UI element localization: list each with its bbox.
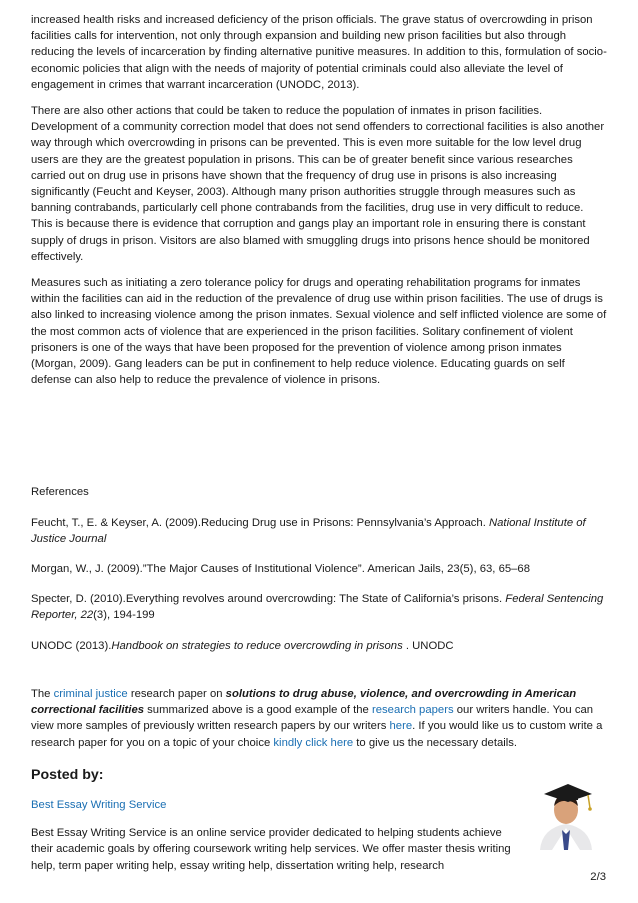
body-paragraph-1: increased health risks and increased deficiency of the prison officials. The grave status of overcrowding in prison facilities calls for intervention, not only through expansion and building new prison facilities but also through reducing the levels of incarceration by finding alternative punitive measures. In addition to this, formulation of socio- economic policies that align with the needs of majority of potential criminals could also alleviate the level of engagement in crimes that warrant incarceration (UNODC, 2013).	[31, 14, 607, 91]
reference-item: UNODC (2013).Handbook on strategies to reduce overcrowding in prisons . UNODC	[31, 639, 454, 652]
kindly-click-here-link[interactable]: kindly click here	[273, 736, 354, 749]
reference-item: Feucht, T., E. & Keyser, A. (2009).Reducing Drug use in Prisons: Pennsylvania’s Approach. National Institute of Justice Journal	[31, 516, 586, 545]
document-page	[31, 12, 607, 884]
body-paragraph-2: There are also other actions that could be taken to reduce the population of inmates in prison facilities. Development of a community correction model that does not send offenders to correctional facilities is also another way through which overcrowding in prisons can be prevented. This is even more suitable for the low level drug users are they are the greatest population in prisons. This can be of greater benefit since various researches carried out on drug use in prisons have shown that the frequency of drug use in prisons is also increasing significantly (Feucht and Keyser, 2003). Although many prison authorities struggle through measures such as banning contrabands, particularly cell phone contrabands from the facilities, drug use in very difficult to reduce. This is because there is evidence that corruption and gangs play an important role in ensuring there is constant supply of drugs in prison. Visitors are also blamed with smuggling drugs into prisons hence should be monitored effectively.	[31, 105, 605, 263]
author-bio: Best Essay Writing Service is an online service provider dedicated to helping students achieve their academic goals by offering coursework writing help services. We offer master thesis writing help, term paper writing help, essay writing help, dissertation writing help, research	[31, 827, 511, 872]
paper-topic: solutions to drug abuse, violence, and overcrowding in American correctional facilities	[31, 687, 577, 717]
author-link[interactable]: Best Essay Writing Service	[31, 798, 167, 811]
reference-item: Morgan, W., J. (2009).”The Major Causes of Institutional Violence”. American Jails, 23(5), 63, 65–68	[31, 563, 530, 576]
criminal-justice-link[interactable]: criminal justice	[53, 687, 128, 700]
reference-item: Specter, D. (2010).Everything revolves around overcrowding: The State of California’s prisons. Federal Sentencing Reporter, 22(3), 194-199	[31, 593, 604, 622]
summary-paragraph: The criminal justice research paper on solutions to drug abuse, violence, and overcrowding in American correctional facilities summarized above is a good example of the research papers our writers handle. You can view more samples of previously written research papers by our writers here. If you would like us to custom write a research paper for you on a topic of your choice kindly click here to give us the necessary details.	[31, 687, 603, 749]
here-link[interactable]: here	[389, 720, 413, 733]
graduate-avatar	[530, 778, 602, 850]
body-paragraph-3: Measures such as initiating a zero tolerance policy for drugs and operating rehabilitation programs for inmates within the facilities can aid in the reduction of the prevalence of drug use within prison facilities. The use of drugs is also linked to increasing violence among the prison inmates. Sexual violence and self inflicted violence are some of the most common acts of violence that are experienced in the prison facilities. Solitary confinement of violent prisoners is one of the ways that have been proposed for the prevention of violence among prison inmates (Morgan, 2009). Gang leaders can be put in confinement to help reduce violence. Educating guards on self defense can also help to reduce the prevalence of violence in prisons.	[31, 277, 607, 387]
research-papers-link[interactable]: research papers	[371, 704, 454, 717]
page-number: 2/3	[590, 871, 606, 883]
posted-by-heading: Posted by:	[31, 766, 104, 783]
references-heading: References	[31, 486, 89, 499]
